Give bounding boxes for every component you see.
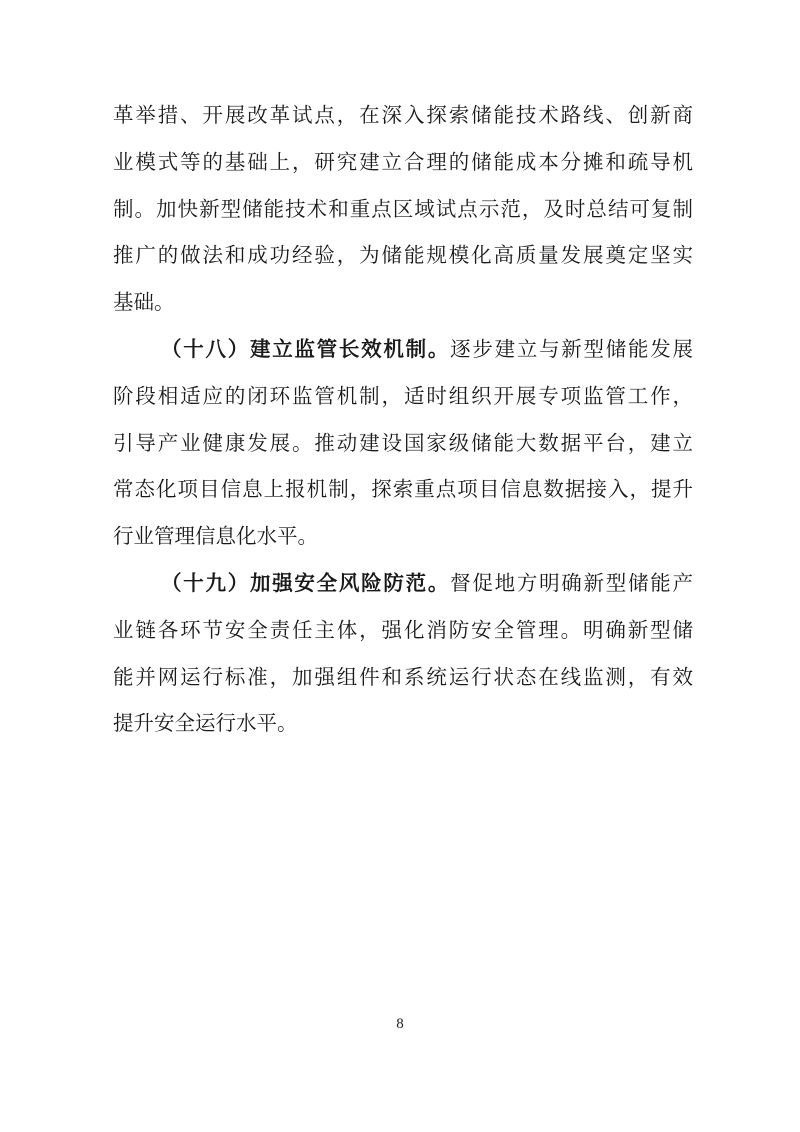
text-line: 业模式等的基础上，研究建立合理的储能成本分摊和疏导机 (113, 149, 693, 174)
text-line: 推广的做法和成功经验，为储能规模化高质量发展奠定坚实 (113, 243, 693, 268)
text-run: 督促地方明确新型储能产 (450, 571, 694, 595)
text-line: 基础。 (113, 290, 175, 315)
text-line: 引导产业健康发展。推动建设国家级储能大数据平台，建立 (113, 430, 693, 455)
paragraph-continuation (113, 96, 693, 330)
text-line-first (113, 564, 693, 602)
section-heading: （十九）加强安全风险防范。 (161, 571, 451, 595)
text-line: 业链各环节安全责任主体，强化消防安全管理。明确新型储 (113, 617, 693, 642)
paragraph-safety (113, 564, 693, 751)
paragraph-supervision (113, 330, 693, 564)
text-line-first (113, 330, 693, 368)
text-line: 阶段相适应的闭环监管机制，适时组织开展专项监管工作， (113, 383, 693, 408)
text-run: 逐步建立与新型储能发展 (450, 337, 694, 361)
text-line: 提升安全运行水平。 (113, 711, 298, 736)
page-number: 8 (396, 1016, 404, 1032)
text-line: 能并网运行标准，加强组件和系统运行状态在线监测，有效 (113, 664, 693, 689)
text-line: 制。加快新型储能技术和重点区域试点示范，及时总结可复制 (113, 196, 693, 221)
section-heading: （十八）建立监管长效机制。 (161, 337, 451, 361)
text-line: 常态化项目信息上报机制，探索重点项目信息数据接入，提升 (113, 477, 693, 502)
text-line: 行业管理信息化水平。 (113, 524, 318, 549)
text-line: 革举措、开展改革试点，在深入探索储能技术路线、创新商 (113, 103, 693, 127)
